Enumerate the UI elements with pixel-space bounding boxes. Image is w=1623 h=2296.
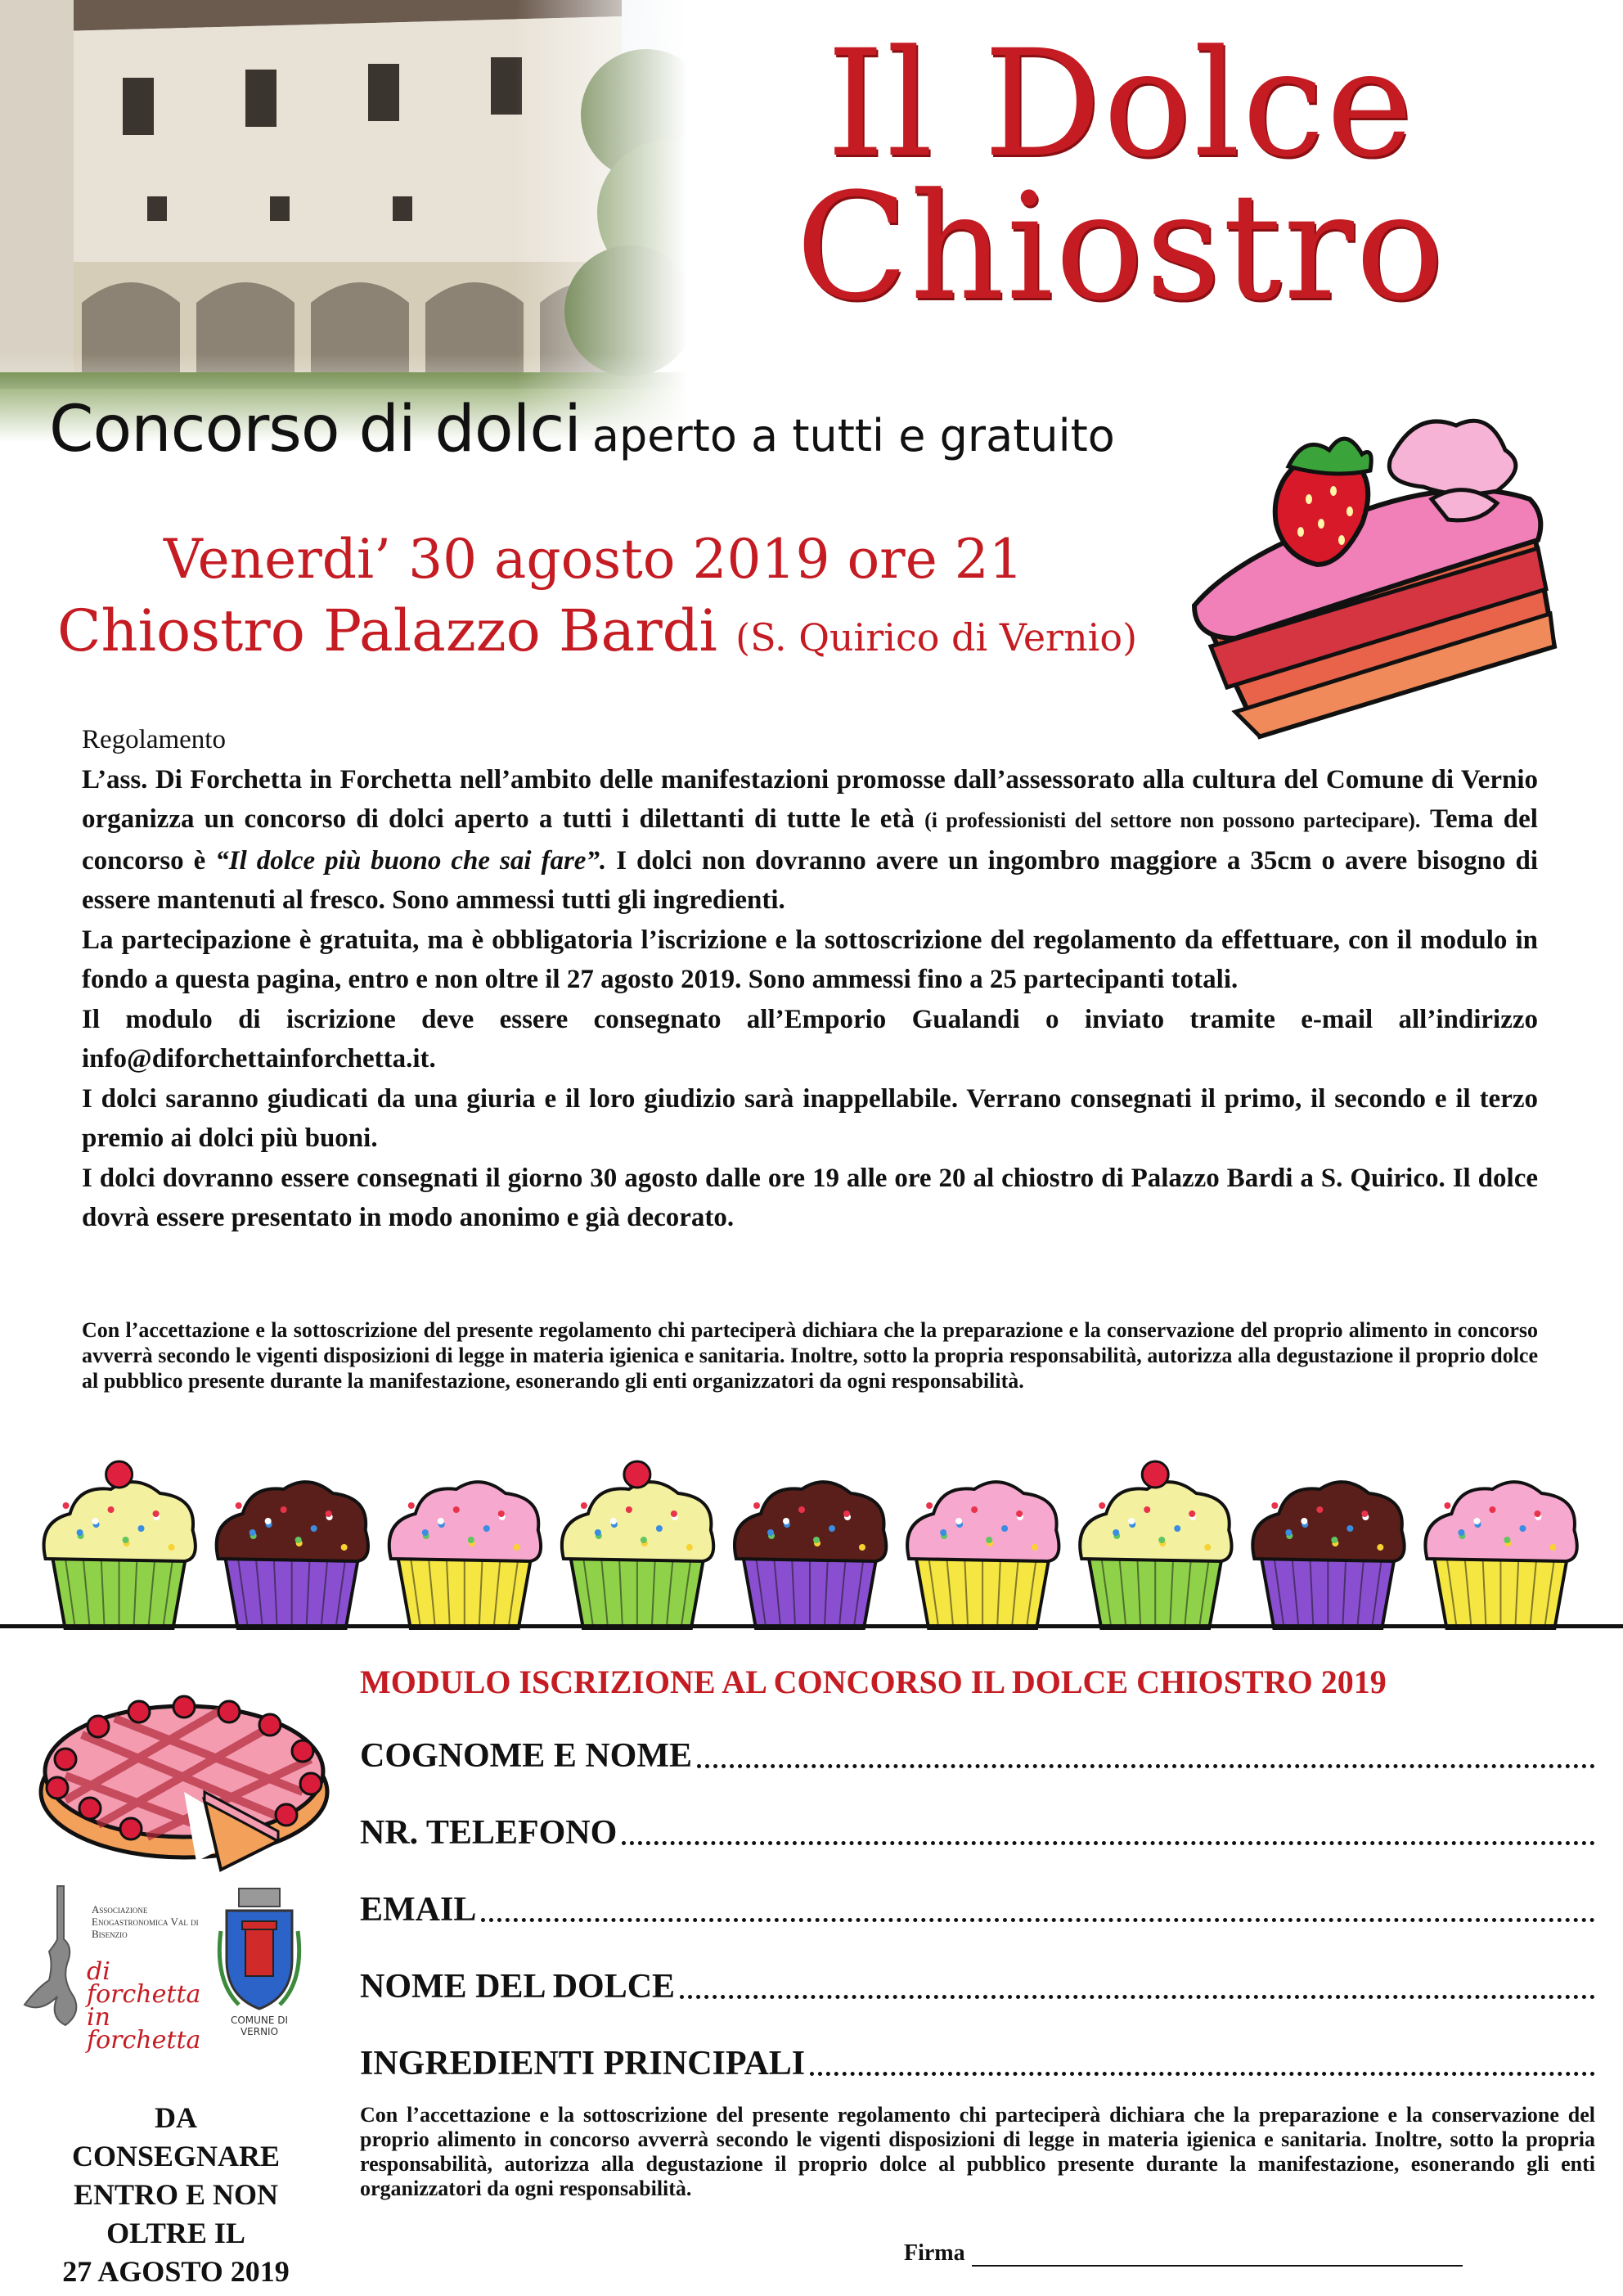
field-fill-line[interactable]	[680, 1995, 1595, 1999]
cupcake-icon	[907, 1482, 1059, 1628]
association-caption: Associazione Enogastronomica Val di Bisenzio	[92, 1903, 199, 1940]
cupcake-icon	[1252, 1482, 1404, 1628]
fork-icon	[16, 1882, 90, 2029]
field-fill-line[interactable]	[481, 1918, 1595, 1922]
rules-paragraph-4: I dolci saranno giudicati da una giuria e il loro giudizio sarà inappellabile. Verrano consegnati il primo, il secondo e il terzo premio ai dolci più buoni.	[82, 1083, 1538, 1153]
subtitle-main: Concorso di dolci	[49, 393, 581, 466]
title-line-2: Chiostro	[795, 162, 1446, 333]
deadline-line-1: DA CONSEGNARE	[71, 2101, 281, 2172]
field-fill-line[interactable]	[810, 2072, 1595, 2076]
signature-label: Firma	[904, 2240, 965, 2266]
rules-paragraph-5: I dolci dovranno essere consegnati il giorno 30 agosto dalle ore 19 alle ore 20 al chiostro di Palazzo Bardi a S. Quirico. Il dolce dovrà essere presentato in modo anonimo e già decorato.	[82, 1163, 1538, 1232]
rules-p1-theme: “Il dolce più buono che sai fare”.	[215, 845, 607, 876]
rules-p1-rest: I dolci non dovranno avere un ingombro maggiore a 35cm o avere bisogno di essere mantenuti al fresco. Sono ammessi tutti gli ingredienti.	[82, 845, 1539, 915]
rules-section	[82, 720, 1538, 1238]
deadline-line-4: 27 AGOSTO 2019	[62, 2255, 290, 2288]
cupcake-icon	[389, 1482, 541, 1628]
field-label: INGREDIENTI PRINCIPALI	[360, 2045, 806, 2082]
field-fill-line[interactable]	[697, 1764, 1595, 1768]
deadline-line-3: OLTRE IL	[106, 2217, 245, 2249]
cupcake-icon	[217, 1482, 368, 1628]
rules-p1-note: (i professionisti del settore non possono partecipare).	[924, 808, 1421, 832]
field-nome-dolce[interactable]	[360, 1964, 1595, 2006]
deadline-notice	[49, 2099, 303, 2291]
field-label: NR. TELEFONO	[360, 1814, 618, 1852]
deadline-line-2: ENTRO E NON	[73, 2178, 279, 2211]
cupcake-icon	[1425, 1482, 1576, 1628]
field-email[interactable]	[360, 1887, 1595, 1929]
rules-paragraph-2: La partecipazione è gratuita, ma è obbligatoria l’iscrizione e la sottoscrizione del regolamento da effettuare, con il modulo in fondo a questa pagina, entro e non oltre il 27 agosto 2019. Sono ammessi fino a 25 partecipanti totali.	[82, 925, 1538, 994]
field-ingredienti[interactable]	[360, 2041, 1595, 2083]
form-disclaimer: Con l’accettazione e la sottoscrizione del presente regolamento chi parteciperà dichiara che la preparazione e la conservazione del proprio alimento in concorso avverrà secondo le vigenti disposizioni di legge in materia igienica e sanitaria. Inoltre, sotto la propria responsabilità, autorizza alla degustazione il proprio dolce al pubblico presente durante la manifestazione, esonerando gli enti organizzatori da ogni responsabilità.	[360, 2103, 1595, 2200]
rules-p1-intro: L’ass. Di Forchetta in Forchetta nell’ambito delle manifestazioni promosse dall’assessorato alla cultura del Comune di Vernio organizza un concorso di dolci aperto a tutti i dilettanti di tutte le età	[82, 764, 1538, 834]
cupcake-icon	[562, 1461, 713, 1628]
field-label: COGNOME E NOME	[360, 1737, 692, 1775]
field-telefono[interactable]	[360, 1810, 1595, 1853]
cupcake-icon	[735, 1482, 886, 1628]
pie-illustration	[33, 1669, 335, 1878]
subtitle-rest: aperto a tutti e gratuito	[591, 410, 1115, 461]
event-date: Venerdi’ 30 agosto 2019 ore 21	[164, 528, 1023, 591]
association-logo	[16, 1882, 205, 2055]
subtitle	[49, 393, 1115, 466]
field-fill-line[interactable]	[622, 1841, 1595, 1845]
cupcake-icon	[1080, 1461, 1231, 1628]
form-title: MODULO ISCRIZIONE AL CONCORSO IL DOLCE CHIOSTRO 2019	[360, 1663, 1387, 1700]
cupcake-icon	[44, 1461, 196, 1628]
crest-icon	[214, 1882, 304, 2013]
comune-crest	[214, 1882, 304, 2037]
rules-heading: Regolamento	[82, 725, 226, 754]
poster-title	[630, 19, 1612, 333]
event-place	[57, 597, 1137, 664]
field-label: EMAIL	[360, 1891, 477, 1929]
rules-paragraph-3: Il modulo di iscrizione deve essere consegnato all’Emporio Gualandi o inviato tramite e-mail all’indirizzo info@diforchettainforchetta.it.	[82, 1004, 1538, 1074]
cloister-photo	[0, 0, 687, 442]
rules-p1-theme-intro: Tema del concorso è	[82, 804, 1538, 876]
comune-caption: COMUNE DI VERNIO	[230, 2015, 289, 2037]
field-cognome-nome[interactable]	[360, 1733, 1595, 1776]
association-name: di forchetta in forchetta	[87, 1957, 201, 2055]
event-place-main: Chiostro Palazzo Bardi	[57, 597, 717, 664]
cut-line-divider	[0, 1624, 1623, 1628]
cake-slice-illustration	[1186, 401, 1571, 757]
field-label: NOME DEL DOLCE	[360, 1968, 676, 2006]
event-place-detail: (S. Quirico di Vernio)	[735, 615, 1138, 660]
cupcake-row	[33, 1456, 1587, 1636]
rules-paragraph-1	[82, 760, 1538, 921]
title-line-1: Il Dolce	[826, 19, 1415, 190]
signature-line[interactable]	[972, 2242, 1463, 2267]
signature-field[interactable]	[904, 2240, 1463, 2267]
rules-disclaimer: Con l’accettazione e la sottoscrizione del presente regolamento chi parteciperà dichiara che la preparazione e la conservazione del proprio alimento in concorso avverrà secondo le vigenti disposizioni di legge in materia igienica e sanitaria. Inoltre, sotto la propria responsabilità, autorizza alla degustazione il proprio dolce al pubblico presente durante la manifestazione, esonerando gli enti organizzatori da ogni responsabilità.	[82, 1318, 1538, 1393]
